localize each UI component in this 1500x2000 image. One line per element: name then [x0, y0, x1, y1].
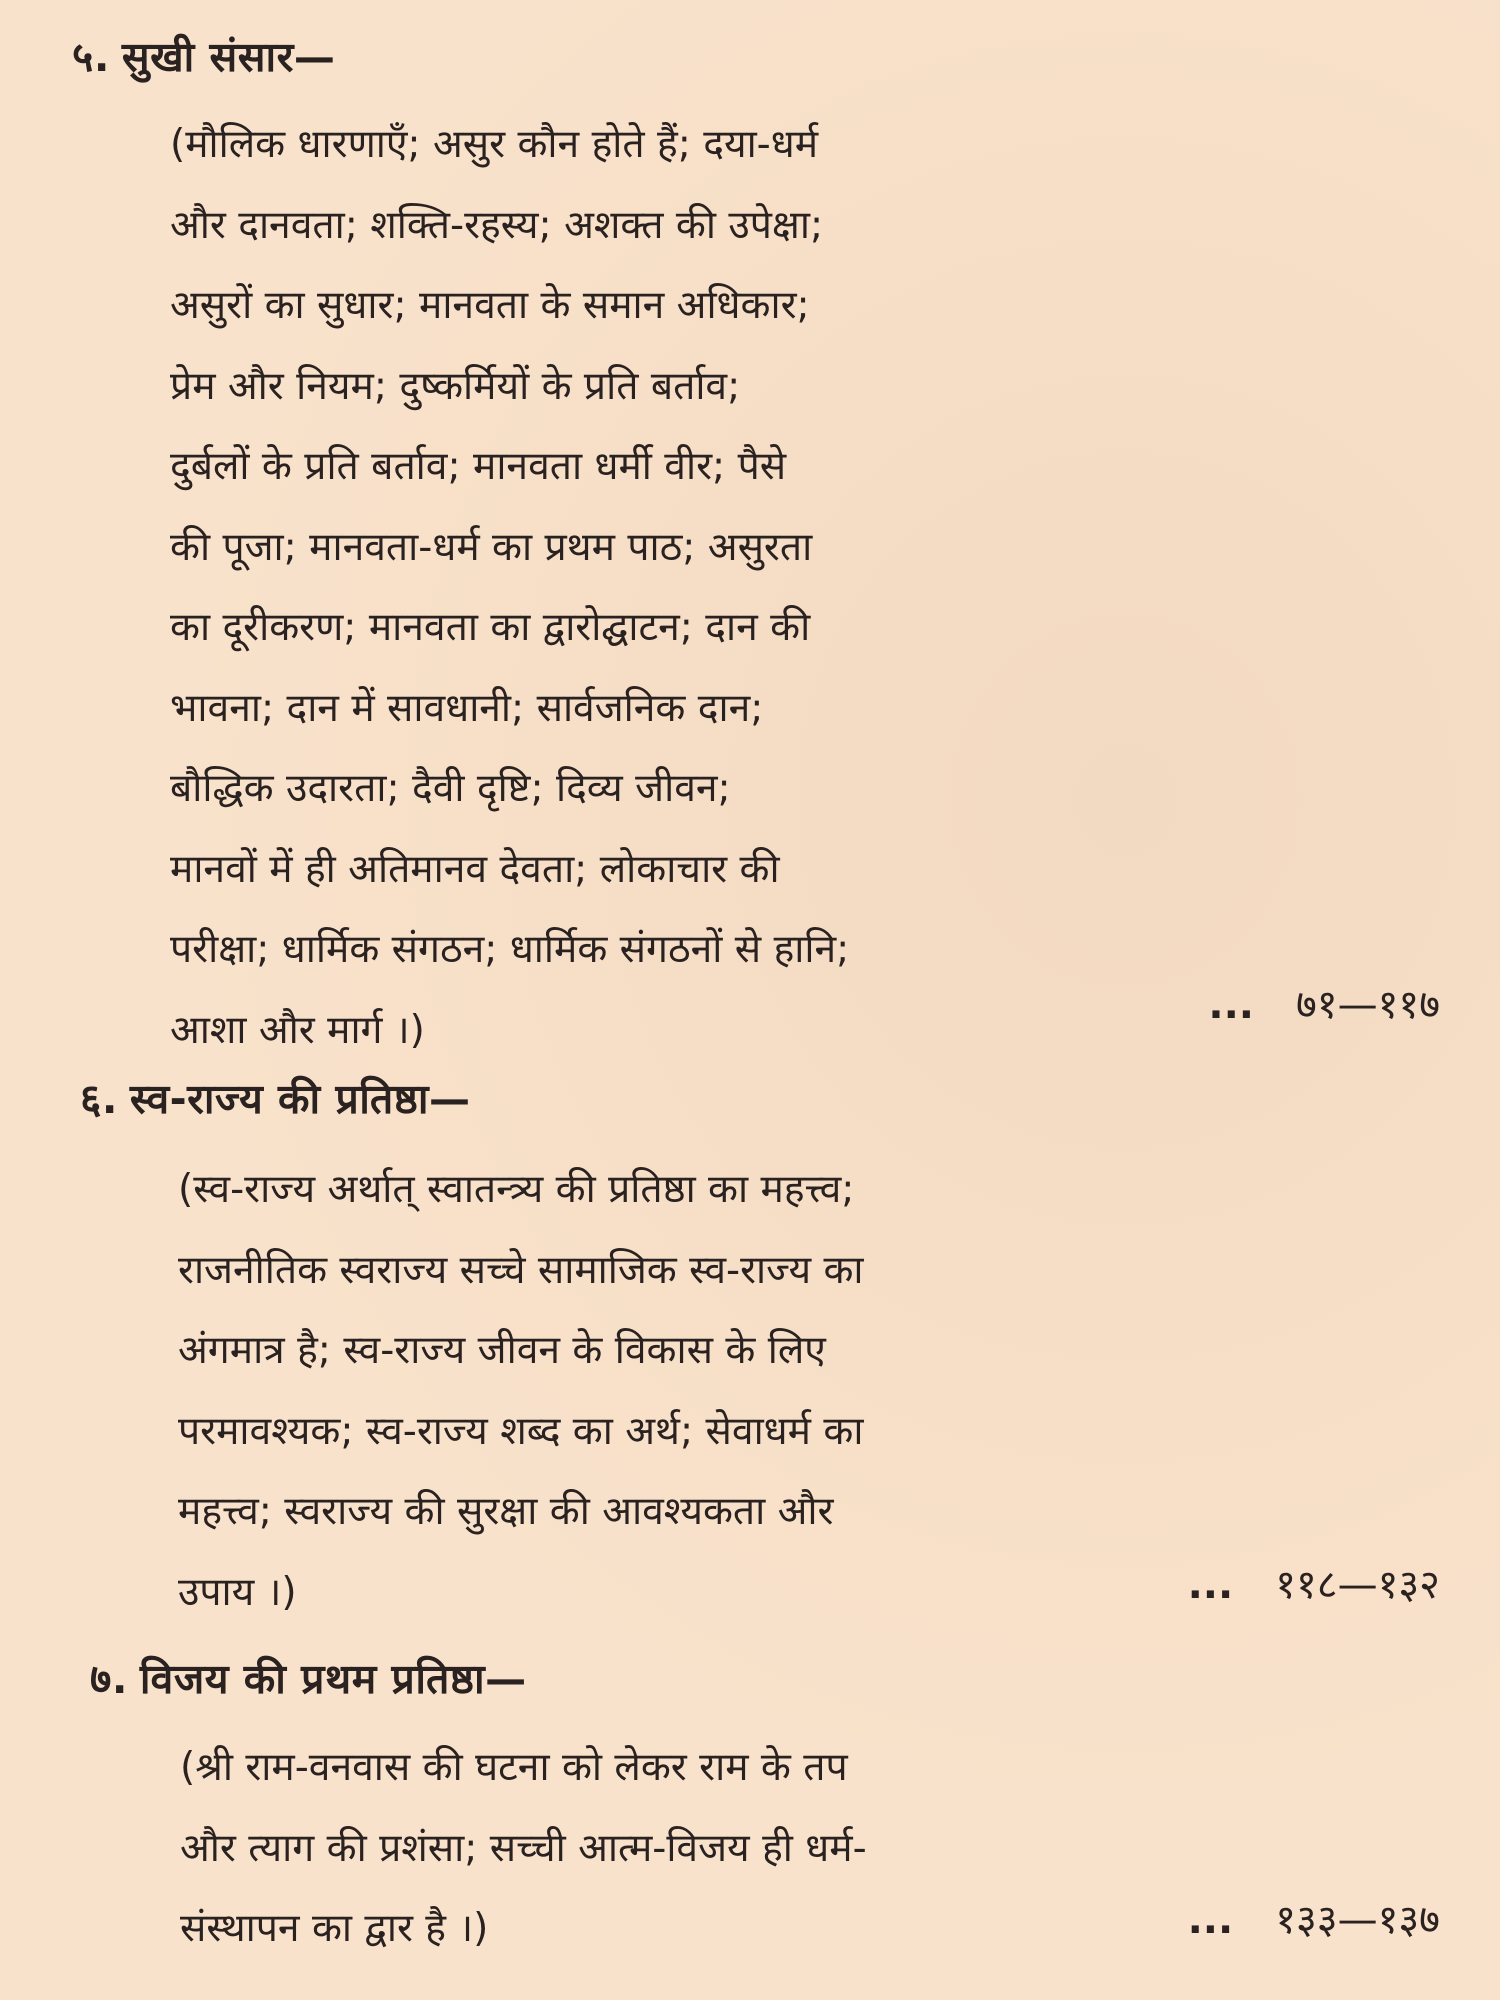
- section-heading: [72, 28, 335, 84]
- description-line: (स्व-राज्य अर्थात् स्वातन्त्र्य की प्रतिष्ठा का महत्त्व;: [178, 1167, 855, 1212]
- page-range: [1208, 975, 1440, 1030]
- description-line: उपाय ।): [178, 1569, 297, 1615]
- section-title: विजय की प्रथम प्रतिष्ठा—: [139, 1655, 527, 1703]
- description-line: (मौलिक धारणाएँ; असुर कौन होते हैं; दया-धर्म: [170, 122, 819, 167]
- leader-dots: ...: [1187, 1562, 1234, 1608]
- description-line: संस्थापन का द्वार है ।): [180, 1906, 489, 1951]
- description-line: महत्त्व; स्वराज्य की सुरक्षा की आवश्यकता और: [178, 1489, 834, 1534]
- section-title: स्व-राज्य की प्रतिष्ठा—: [129, 1075, 471, 1123]
- leader-dots: ...: [1187, 1897, 1234, 1943]
- description-line: असुरों का सुधार; मानवता के समान अधिकार;: [170, 283, 810, 328]
- description-line: की पूजा; मानवता-धर्म का प्रथम पाठ; असुरता: [170, 524, 813, 570]
- section-description: [170, 105, 1130, 1071]
- description-line: मानवों में ही अतिमानव देवता; लोकाचार की: [170, 846, 780, 892]
- description-line: परमावश्यक; स्व-राज्य शब्द का अर्थ; सेवाधर्म का: [178, 1408, 864, 1454]
- section-number: ७.: [90, 1655, 128, 1703]
- page-range: [1188, 1890, 1440, 1945]
- description-line: (श्री राम-वनवास की घटना को लेकर राम के तप: [180, 1745, 848, 1790]
- section-title: सुखी संसार—: [121, 33, 336, 81]
- description-line: और त्याग की प्रशंसा; सच्ची आत्म-विजय ही धर्म-: [180, 1825, 867, 1871]
- description-line: और दानवता; शक्ति-रहस्य; अशक्त की उपेक्षा;: [170, 202, 824, 248]
- leader-dots: ...: [1208, 982, 1254, 1028]
- section-description: [180, 1728, 1140, 1970]
- description-line: का दूरीकरण; मानवता का द्वारोद्घाटन; दान की: [170, 605, 811, 650]
- page-numbers: १३३—१३७: [1275, 1897, 1440, 1943]
- description-line: आशा और मार्ग ।): [170, 1007, 425, 1053]
- description-line: बौद्धिक उदारता; दैवी दृष्टि; दिव्य जीवन;: [170, 766, 731, 811]
- page-numbers: ११८—१३२: [1275, 1562, 1440, 1608]
- description-line: राजनीतिक स्वराज्य सच्चे सामाजिक स्व-राज्य का: [178, 1247, 864, 1293]
- section-heading: [80, 1070, 471, 1126]
- section-number: ५.: [72, 33, 110, 81]
- section-description: [178, 1150, 1138, 1633]
- description-line: प्रेम और नियम; दुष्कर्मियों के प्रति बर्ताव;: [170, 363, 741, 409]
- page-numbers: ७१—११७: [1296, 982, 1440, 1028]
- page-range: [1188, 1555, 1440, 1610]
- description-line: अंगमात्र है; स्व-राज्य जीवन के विकास के लिए: [178, 1328, 826, 1373]
- description-line: परीक्षा; धार्मिक संगठन; धार्मिक संगठनों से हानि;: [170, 927, 850, 972]
- description-line: दुर्बलों के प्रति बर्ताव; मानवता धर्मी वीर; पैसे: [170, 444, 787, 489]
- description-line: भावना; दान में सावधानी; सार्वजनिक दान;: [170, 685, 764, 731]
- section-heading: [90, 1650, 527, 1706]
- section-number: ६.: [80, 1075, 118, 1123]
